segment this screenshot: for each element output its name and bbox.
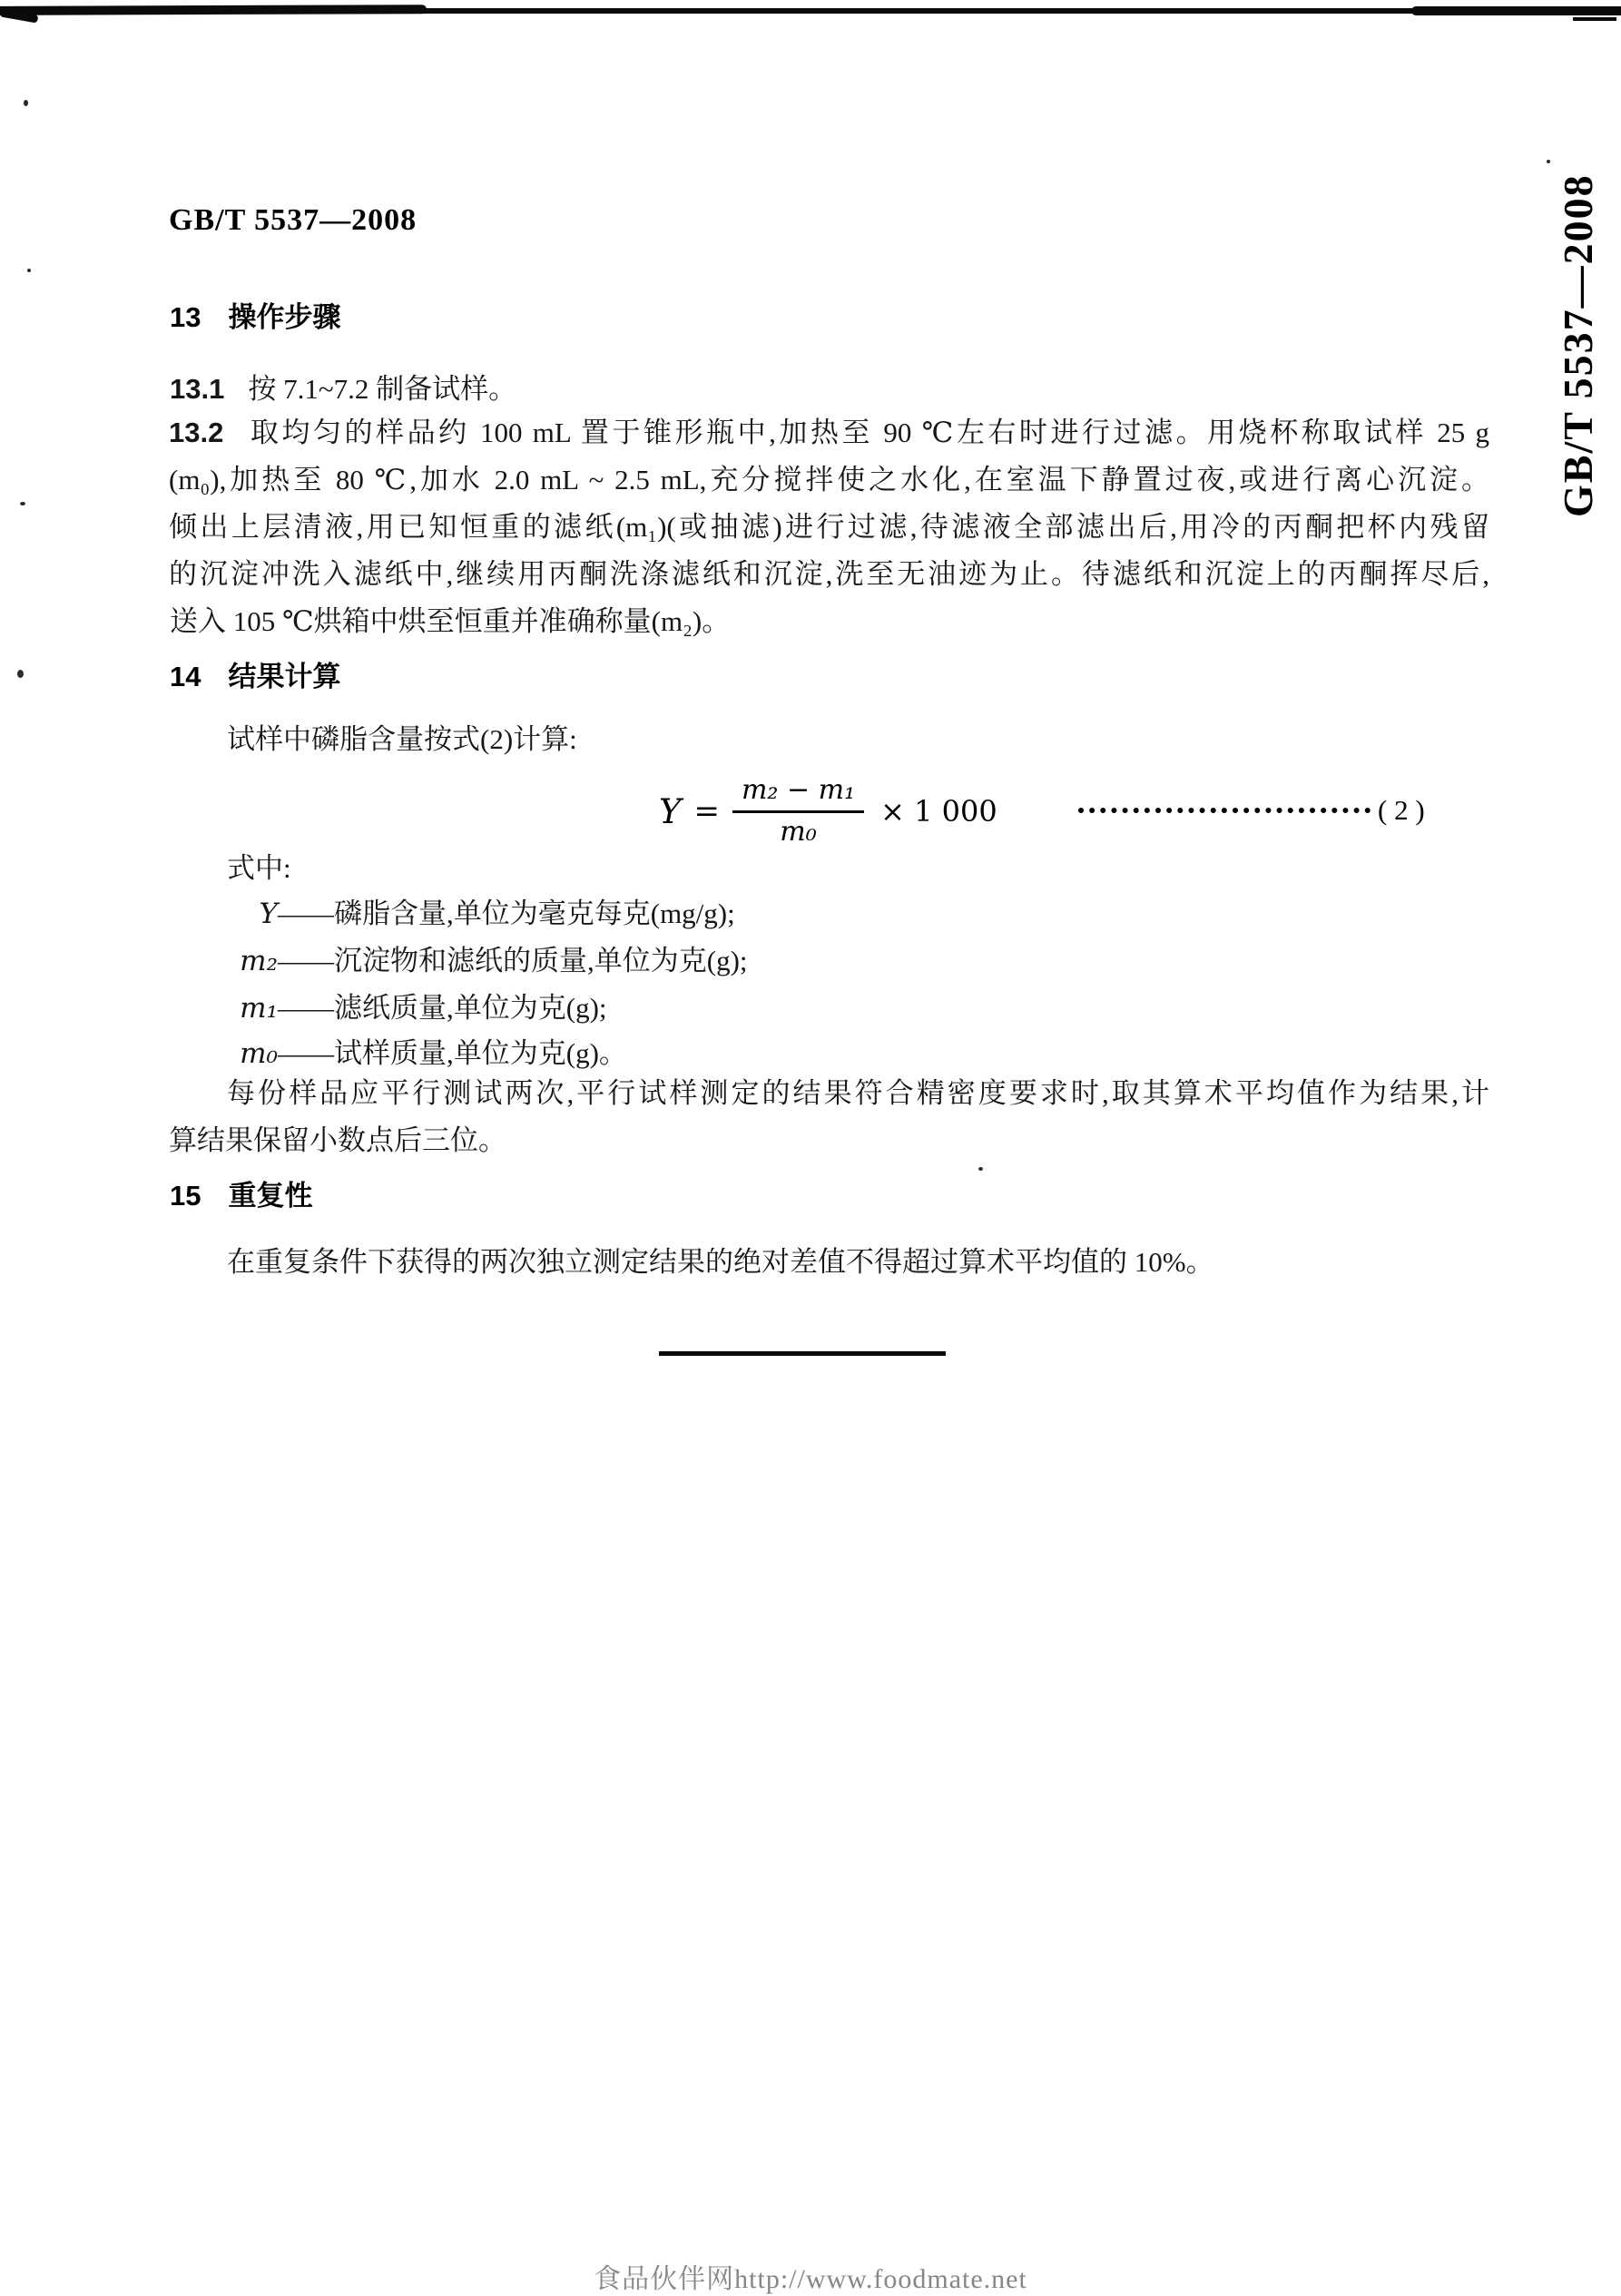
definition-desc: ——滤纸质量,单位为克(g); [278,992,607,1024]
formula-intro: 试样中磷脂含量按式(2)计算: [227,723,577,755]
definition-desc: ——磷脂含量,单位为毫克每克(mg/g); [278,898,735,929]
clause-13-2-line-1 [169,414,1489,452]
where-label: 式中: [227,852,291,884]
footer-watermark: 食品伙伴网http://www.foodmate.net [594,2264,1027,2294]
scan-speck [17,670,24,678]
fraction-denominator: m₀ [780,815,817,848]
definition-symbol: m₀ [240,1037,278,1070]
clause-text: 按 7.1~7.2 制备试样。 [248,373,517,405]
scan-speck [1547,160,1550,163]
equation-label: ( 2 ) [1378,794,1425,826]
section-13-heading [170,299,340,336]
definition-symbol: m₁ [240,992,278,1025]
definition-symbol: m₂ [240,945,278,977]
section-15-heading [170,1178,312,1214]
definition-desc: ——试样质量,单位为克(g)。 [278,1037,627,1069]
clause-13-2-line-5: 送入 105 ℃烘箱中烘至恒重并准确称量(m₂)。 [170,605,731,637]
section-number: 15 [170,1180,201,1212]
section-number: 14 [170,661,201,692]
definition-row [207,942,748,980]
section-title: 重复性 [228,1180,313,1212]
section-title: 结果计算 [228,661,341,692]
closing-paragraph-line-2: 算结果保留小数点后三位。 [169,1124,506,1156]
formula-multiplier: × 1 000 [880,794,997,829]
top-edge-bar-left-blob [0,5,427,15]
standard-number-vertical: GB/T 5537—2008 [1555,173,1601,517]
section-number: 13 [170,301,201,333]
clause-13-1 [170,370,516,408]
paragraph-line: 取均匀的样品约 100 mL 置于锥形瓶中,加热至 90 ℃左右时进行过滤。用烧杯称取试样 25 g [247,417,1489,448]
clause-13-2-line-2: (m₀),加热至 80 ℃,加水 2.0 mL ~ 2.5 mL,充分搅拌使之水化,在室温下静置过夜,或进行离心沉淀。 [169,464,1489,496]
scan-speck [20,502,25,505]
repeatability-text: 在重复条件下获得的两次独立测定结果的绝对差值不得超过算术平均值的 10%。 [227,1246,1214,1278]
separator-rule [659,1351,946,1356]
definition-row [207,1035,627,1073]
top-edge-bar-right-tail [1573,17,1616,21]
section-14-heading [170,659,340,695]
section-title: 操作步骤 [228,301,341,333]
dotted-leader [1078,808,1370,813]
definition-symbol: Y [259,898,278,930]
clause-13-2-line-4: 的沉淀冲洗入滤纸中,继续用丙酮洗涤滤纸和沉淀,洗至无油迹为止。待滤纸和沉淀上的丙酮挥尽后, [169,558,1489,590]
top-edge-bar-right-blob [1411,6,1621,15]
formula-lhs: Y [659,791,682,831]
fraction [732,775,864,848]
equals-sign: = [693,793,720,829]
scan-speck [27,269,31,272]
clause-number: 13.1 [170,373,225,405]
fraction-numerator: m₂ − m₁ [732,775,864,813]
scan-speck [978,1167,983,1171]
definition-desc: ——沉淀物和滤纸的质量,单位为克(g); [278,945,748,976]
scan-speck [24,100,28,106]
closing-paragraph-line-1: 每份样品应平行测试两次,平行试样测定的结果符合精密度要求时,取其算术平均值作为结果,计 [227,1077,1489,1109]
definition-row [207,989,607,1027]
standard-number-header: GB/T 5537—2008 [169,203,418,237]
formula-block [659,764,997,859]
equation-leader [1078,791,1425,829]
clause-13-2-line-3: 倾出上层清液,用已知恒重的滤纸(m₁)(或抽滤)进行过滤,待滤液全部滤出后,用冷的丙酮把杯内残留 [169,511,1489,543]
definition-row [207,895,735,933]
clause-number: 13.2 [169,417,224,448]
